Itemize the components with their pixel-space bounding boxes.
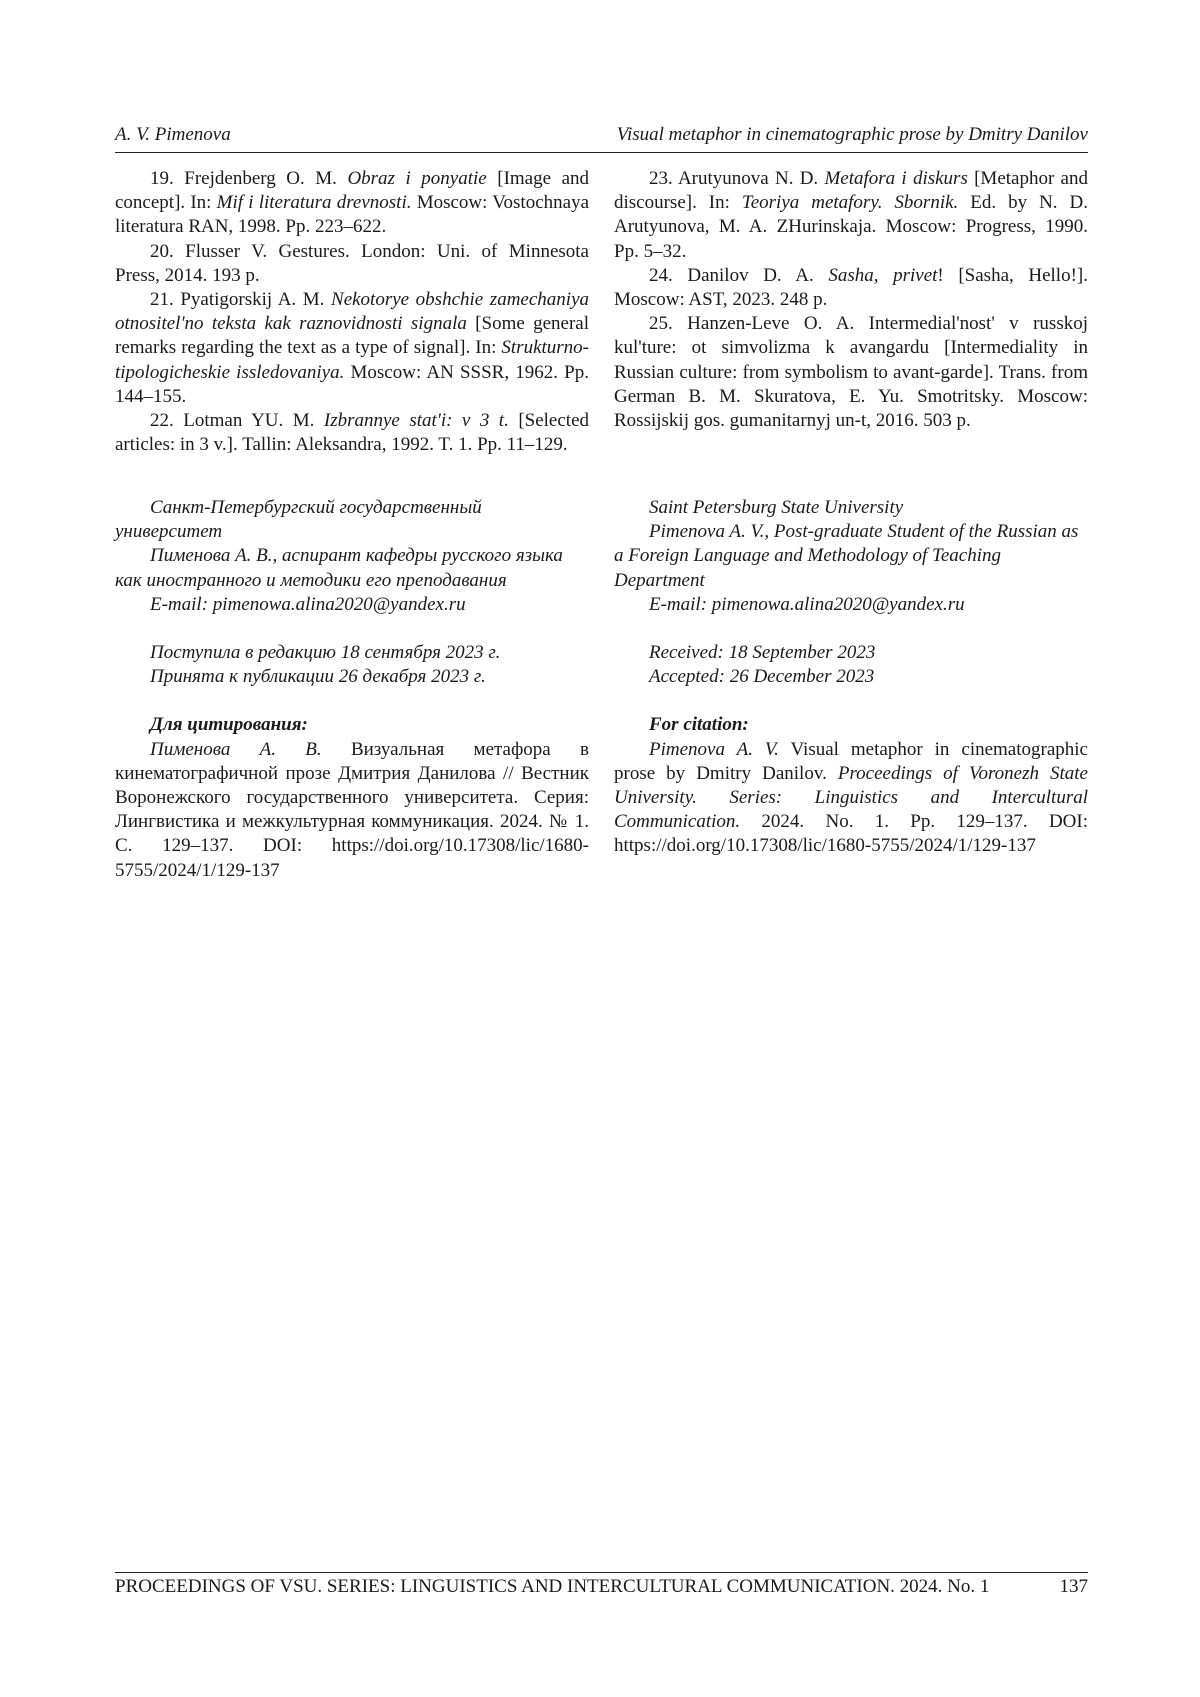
citation-heading-ru: Для цитирования: — [150, 714, 308, 736]
affiliation-en — [614, 496, 1088, 859]
received-en: Received: 18 September 2023 — [649, 642, 876, 664]
references-right-column — [614, 167, 1088, 433]
footer-rule — [115, 1572, 1088, 1573]
page — [115, 0, 1088, 1697]
reference-item: 22. Lotman YU. M. Izbrannye stat'i: v 3 t. [Selected articles: in 3 v.]. Tallin: Aleksandra, 1992. T. 1. Pp. 11–129. — [115, 410, 590, 456]
citation-text-en: Pimenova A. V. Visual metaphor in cinematographic prose by Dmitry Danilov. Proceedings of Voronezh State University. Series: Linguistics and Intercultural Communication. 2024. No. 1. Pp. 129–137. DOI: https://doi.org/10.17308/lic/1680-5755/2024/1/129-137 — [614, 738, 1088, 857]
header-rule — [115, 152, 1088, 153]
reference-item: 23. Arutyunova N. D. Metafora i diskurs [Metaphor and discourse]. In: Teoriya metafory. Sbornik. Ed. by N. D. Arutyunova, M. A. ZHurinskaja. Moscow: Progress, 1990. Pp. 5–32. — [614, 168, 1088, 262]
accepted-ru: Принята к публикации 26 декабря 2023 г. — [150, 666, 486, 688]
page-footer — [115, 1576, 1088, 1602]
page-number: 137 — [1059, 1576, 1088, 1597]
running-head — [115, 124, 1088, 152]
reference-item: 24. Danilov D. A. Sasha, privet! [Sasha, Hello!]. Moscow: AST, 2023. 248 p. — [614, 264, 1088, 311]
citation-text-ru: Пименова А. В. Визуальная метафора в кинематографичной прозе Дмитрия Данилова // Вестник Воронежского государственного университета. Серия: Лингвистика и межкультурная коммуникация. 2024. № 1. С. 129–137. DOI: https://doi.org/10.17308/lic/1680-5755/2024/1/129-137 — [115, 738, 589, 881]
references-left-column — [115, 167, 589, 457]
footer-journal: PROCEEDINGS OF VSU. SERIES: LINGUISTICS AND INTERCULTURAL COMMUNICATION. 2024. No. 1 — [115, 1576, 990, 1597]
citation-heading-en: For citation: — [649, 714, 749, 736]
author-line-en: Pimenova A. V., Post-graduate Student of the Russian as a Foreign Language and Methodology of Teaching Department — [614, 521, 1079, 591]
received-ru: Поступила в редакцию 18 сентября 2023 г. — [150, 642, 501, 664]
email-ru: E-mail: pimenowa.alina2020@yandex.ru — [150, 593, 466, 615]
reference-item: 20. Flusser V. Gestures. London: Uni. of Minnesota Press, 2014. 193 p. — [115, 240, 589, 286]
reference-item: 19. Frejdenberg O. M. Obraz i ponyatie [Image and concept]. In: Mif i literatura drevnosti. Moscow: Vostochnaya literatura RAN, 1998. Pp. 223–622. — [115, 168, 590, 238]
running-head-title: Visual metaphor in cinematographic prose by Dmitry Danilov — [616, 124, 1088, 145]
university-en: Saint Petersburg State University — [649, 497, 904, 518]
citation-en — [614, 713, 1088, 858]
reference-item: 21. Pyatigorskij A. M. Nekotorye obshchie zamechaniya otnositel'no teksta kak raznovidnosti signala [Some general remarks regarding the text as a type of signal]. In: Strukturno-tipologicheskie issledovaniya. Moscow: AN SSSR, 1962. Pp. 144–155. — [115, 289, 590, 407]
affiliation-ru — [115, 496, 589, 883]
author-line-ru: Пименова А. В., аспирант кафедры русского языка как иностранного и методики его преподавания — [115, 545, 563, 591]
reference-item: 25. Hanzen-Leve O. A. Intermedial'nost' v russkoj kul'ture: ot simvolizma k avangardu [Intermediality in Russian culture: from symbolism to avant-garde]. Trans. from German B. M. Skuratova, E. Yu. Smotritsky. Moscow: Rossijskij gos. gumanitarnyj un-t, 2016. 503 p. — [614, 313, 1088, 432]
citation-ru — [115, 713, 589, 882]
running-head-author: A. V. Pimenova — [115, 124, 231, 145]
university-ru: Санкт-Петербургский государственный университет — [115, 497, 482, 543]
email-en: E-mail: pimenowa.alina2020@yandex.ru — [649, 593, 965, 615]
accepted-en: Accepted: 26 December 2023 — [649, 666, 875, 688]
